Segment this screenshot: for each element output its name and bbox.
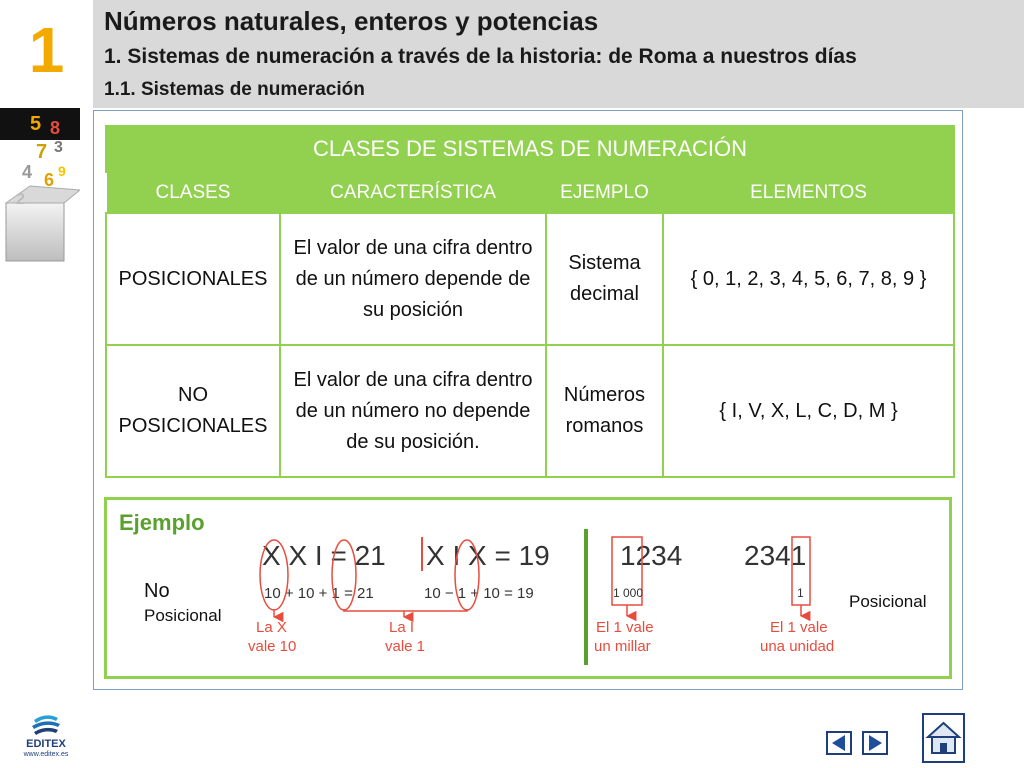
svg-text:8: 8 <box>50 118 61 138</box>
chapter-box <box>0 0 93 108</box>
roman-expression-2: X I X = 19 <box>426 540 550 571</box>
note-decimal2-line1: El 1 vale <box>770 619 828 636</box>
numbers-decoration-image <box>0 108 80 266</box>
svg-text:9: 9 <box>58 163 66 179</box>
section-title: 1.1. Sistemas de numeración <box>104 79 365 100</box>
arrow-right-icon <box>864 733 886 753</box>
cell-ejemplo: Números romanos <box>546 345 663 477</box>
previous-button[interactable] <box>826 731 852 755</box>
column-header-elementos: ELEMENTOS <box>663 172 954 213</box>
cell-ejemplo: Sistema decimal <box>546 213 663 345</box>
logo-url: www.editex.es <box>23 751 69 758</box>
example-illustration <box>104 497 952 679</box>
home-button[interactable] <box>922 713 965 763</box>
svg-text:4: 4 <box>22 162 33 182</box>
note-x-line1: La X <box>256 619 287 636</box>
note-i-line2: vale 1 <box>385 638 426 655</box>
roman-expression-1: X X I = 21 <box>262 540 386 571</box>
roman-sum-2: 10 − 1 + 10 = 19 <box>424 585 534 602</box>
caption-posicional-left: Posicional <box>144 606 222 625</box>
column-header-clases: CLASES <box>106 172 280 213</box>
next-button[interactable] <box>862 731 888 755</box>
numeration-classes-table <box>105 125 955 478</box>
roman-sum-1: 10 + 10 + 1 = 21 <box>264 585 374 602</box>
svg-text:5: 5 <box>30 113 42 135</box>
digit-value-2: 1 <box>797 586 804 600</box>
decimal-number-1: 1234 <box>620 540 683 571</box>
page-subtitle: 1. Sistemas de numeración a través de la historia: de Roma a nuestros días <box>104 45 857 68</box>
table-row <box>106 345 954 477</box>
note-decimal2-line2: una unidad <box>760 638 835 655</box>
column-header-caracteristica: CARACTERÍSTICA <box>280 172 546 213</box>
table-title: CLASES DE SISTEMAS DE NUMERACIÓN <box>106 126 954 172</box>
decimal-number-2: 2341 <box>744 540 807 571</box>
cell-caracteristica: El valor de una cifra dentro de un número no depende de su posición. <box>280 345 546 477</box>
caption-no: No <box>144 580 170 602</box>
table-row <box>106 213 954 345</box>
caption-posicional-right: Posicional <box>849 592 927 611</box>
note-i-line1: La I <box>389 619 415 636</box>
page-title: Números naturales, enteros y potencias <box>104 6 599 36</box>
cell-elementos: { 0, 1, 2, 3, 4, 5, 6, 7, 8, 9 } <box>663 213 954 345</box>
example-label: Ejemplo <box>119 510 205 535</box>
cell-clase: NO POSICIONALES <box>106 345 280 477</box>
svg-text:7: 7 <box>36 141 48 163</box>
note-x-line2: vale 10 <box>248 638 297 655</box>
arrow-left-icon <box>828 733 850 753</box>
cell-caracteristica: El valor de una cifra dentro de un número depende de su posición <box>280 213 546 345</box>
column-header-ejemplo: EJEMPLO <box>546 172 663 213</box>
editex-logo-icon <box>16 712 76 738</box>
note-decimal1-line2: un millar <box>594 638 651 655</box>
cell-clase: POSICIONALES <box>106 213 280 345</box>
cell-elementos: { I, V, X, L, C, D, M } <box>663 345 954 477</box>
digit-value-1: 1 000 <box>613 586 644 600</box>
logo-text: EDITEX <box>26 738 66 750</box>
svg-text:6: 6 <box>44 170 55 190</box>
note-decimal1-line1: El 1 vale <box>596 619 654 636</box>
chapter-number: 1 <box>28 14 65 86</box>
header-band <box>93 0 1024 108</box>
editex-logo <box>16 712 76 760</box>
home-icon <box>924 715 963 761</box>
svg-text:2: 2 <box>16 191 25 208</box>
svg-text:3: 3 <box>54 139 63 156</box>
